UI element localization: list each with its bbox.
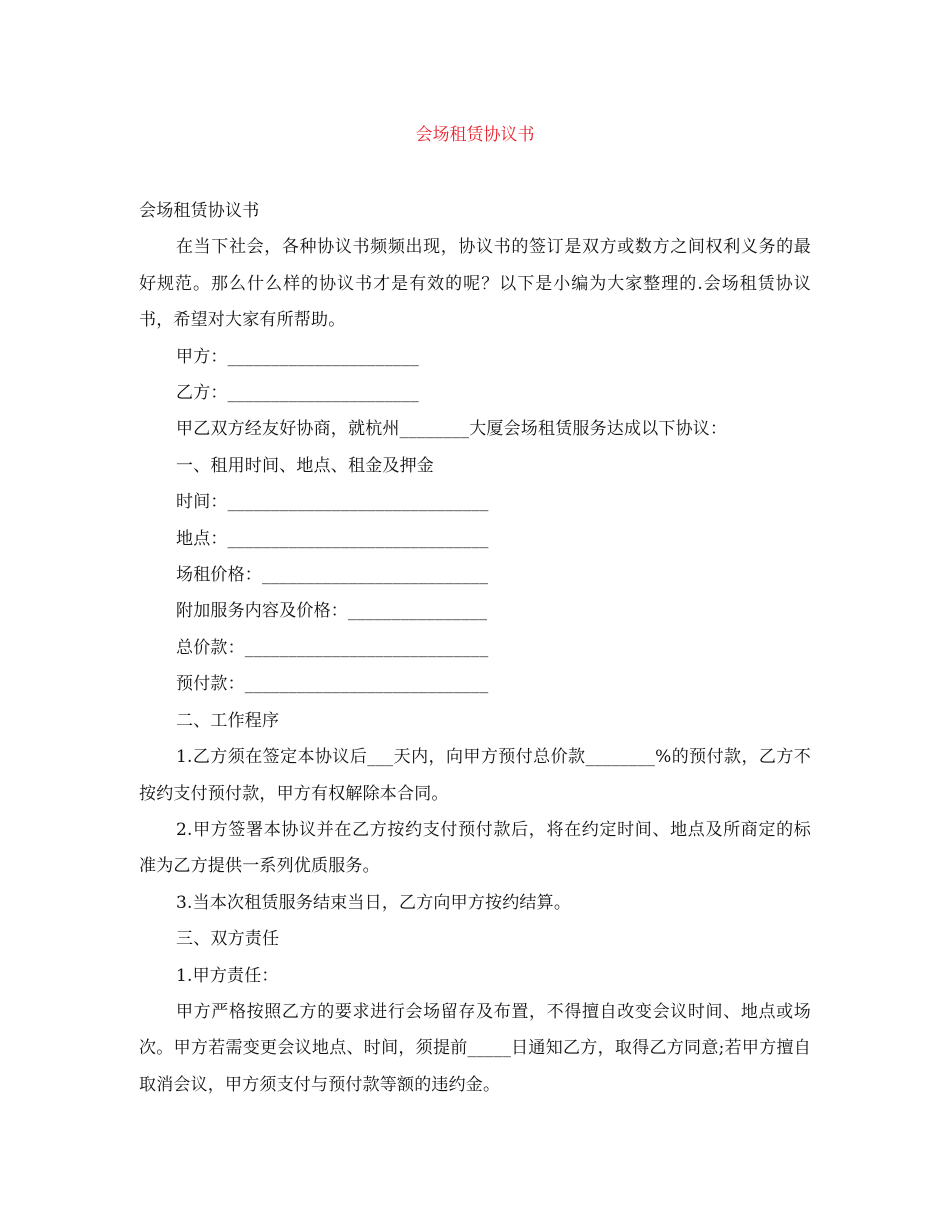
total-price-field-line: 总价款：____________________________: [176, 637, 489, 658]
procedure-item-1: 1.乙方须在签定本协议后___天内，向甲方预付总价款________%的预付款，乙方不按约支付预付款，甲方有权解除本合同。: [139, 747, 811, 804]
agreement-intro: 甲乙双方经友好协商，就杭州________大厦会场租赁服务达成以下协议：: [176, 419, 728, 440]
section-1-heading: 一、租用时间、地点、租金及押金: [176, 455, 434, 476]
prepayment-field-line: 预付款：____________________________: [176, 674, 489, 695]
section-2-heading: 二、工作程序: [176, 710, 280, 731]
document-subtitle: 会场租赁协议书: [139, 201, 260, 221]
procedure-item-2: 2.甲方签署本协议并在乙方按约支付预付款后，将在约定时间、地点及所商定的标准为乙方提供一系列优质服务。: [139, 819, 811, 877]
party-b-line: 乙方：______________________: [176, 383, 419, 404]
document-title: 会场租赁协议书: [415, 125, 535, 145]
extra-service-field-line: 附加服务内容及价格：________________: [176, 601, 488, 622]
party-a-duty-paragraph: 甲方严格按照乙方的要求进行会场留存及布置，不得擅自改变会议时间、地点或场次。甲方若需变更会议地点、时间，须提前_____日通知乙方，取得乙方同意;若甲方擅自取消会议，甲方须支付与预付款等额的违约金。: [139, 1001, 811, 1095]
document-body: [139, 193, 811, 1103]
procedure-item-3: 3.当本次租赁服务结束当日，乙方向甲方按约结算。: [176, 892, 572, 913]
time-field-line: 时间：______________________________: [176, 492, 489, 513]
party-a-duty-heading: 1.甲方责任：: [176, 965, 279, 986]
location-field-line: 地点：______________________________: [176, 528, 489, 549]
section-3-heading: 三、双方责任: [176, 929, 280, 950]
party-a-line: 甲方：______________________: [176, 346, 419, 367]
rent-price-field-line: 场租价格：__________________________: [176, 565, 489, 586]
intro-paragraph: 在当下社会，各种协议书频频出现，协议书的签订是双方或数方之间权利义务的最好规范。那么什么样的协议书才是有效的呢？以下是小编为大家整理的.会场租赁协议书，希望对大家有所帮助。: [139, 237, 811, 331]
